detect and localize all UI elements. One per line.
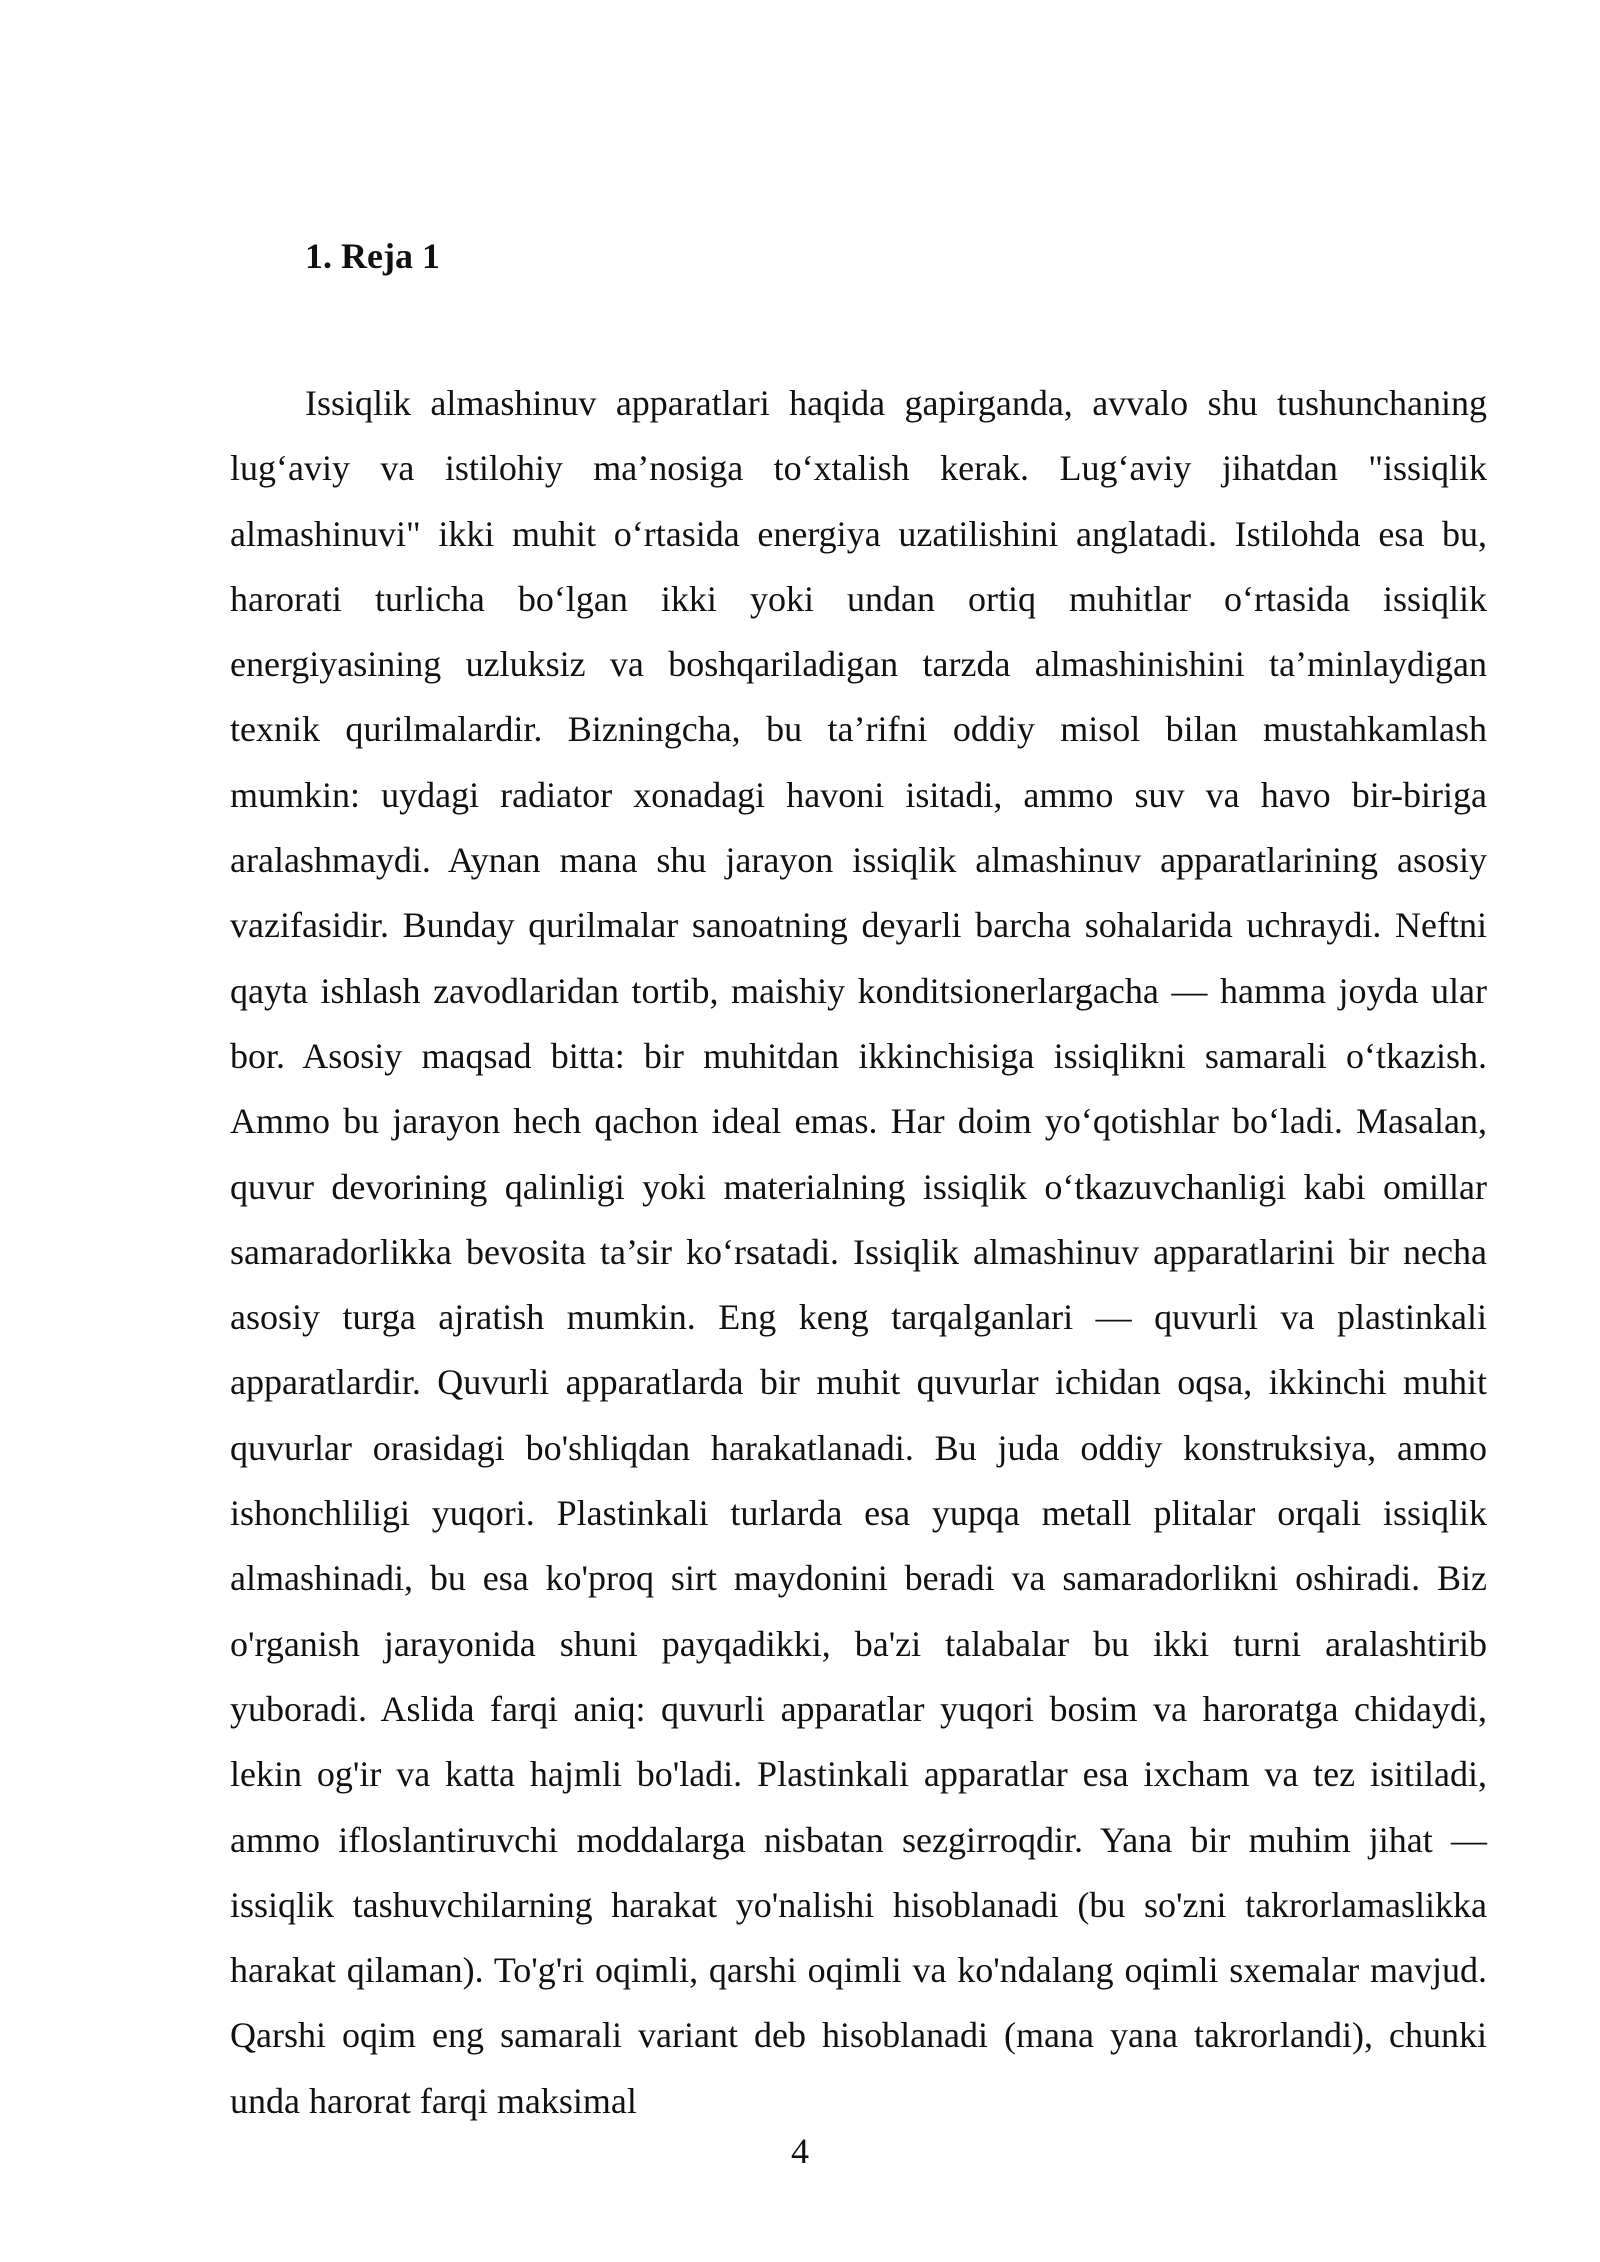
section-heading: 1. Reja 1 xyxy=(305,236,440,276)
body-paragraph: Issiqlik almashinuv apparatlari haqida gapirganda, avvalo shu tushunchaning lug‘aviy va istilohiy ma’nosiga to‘xtalish kerak. Lug‘aviy jihatdan "issiqlik almashinuvi" ikki muhit o‘rtasida energiya uzatilishini anglatadi. Istilohda esa bu, harorati turlicha bo‘lgan ikki yoki undan ortiq muhitlar o‘rtasida issiqlik energiyasining uzluksiz va boshqariladigan tarzda almashinishini ta’minlaydigan texnik qurilmalardir. Bizningcha, bu ta’rifni oddiy misol bilan mustahkamlash mumkin: uydagi radiator xonadagi havoni isitadi, ammo suv va havo bir-biriga aralashmaydi. Aynan mana shu jarayon issiqlik almashinuv apparatlarining asosiy vazifasidir. Bunday qurilmalar sanoatning deyarli barcha sohalarida uchraydi. Neftni qayta ishlash zavodlaridan tortib, maishiy konditsionerlargacha — hamma joyda ular bor. Asosiy maqsad bitta: bir muhitdan ikkinchisiga issiqlikni samarali o‘tkazish. Ammo bu jarayon hech qachon ideal emas. Har doim yo‘qotishlar bo‘ladi. Masalan, quvur devorining qalinligi yoki materialning issiqlik o‘tkazuvchanligi kabi omillar samaradorlikka bevosita ta’sir ko‘rsatadi. Issiqlik almashinuv apparatlarini bir necha asosiy turga ajratish mumkin. Eng keng tarqalganlari — quvurli va plastinkali apparatlardir. Quvurli apparatlarda bir muhit quvurlar ichidan oqsa, ikkinchi muhit quvurlar orasidagi bo'shliqdan harakatlanadi. Bu juda oddiy konstruksiya, ammo ishonchliligi yuqori. Plastinkali turlarda esa yupqa metall plitalar orqali issiqlik almashinadi, bu esa ko'proq sirt maydonini beradi va samaradorlikni oshiradi. Biz o'rganish jarayonida shuni payqadikki, ba'zi talabalar bu ikki turni aralashtirib yuboradi. Aslida farqi aniq: quvurli apparatlar yuqori bosim va haroratga chidaydi, lekin og'ir va katta hajmli bo'ladi. Plastinkali apparatlar esa ixcham va tez isitiladi, ammo ifloslantiruvchi moddalarga nisbatan sezgirroqdir. Yana bir muhim jihat — issiqlik tashuvchilarning harakat yo'nalishi hisoblanadi (bu so'zni takrorlamaslikka harakat qilaman). To'g'ri oqimli, qarshi oqimli va ko'ndalang oqimli sxemalar mavjud. Qarshi oqim eng samarali variant deb hisoblanadi (mana yana takrorlandi), chunki unda harorat farqi maksimal xyxy=(230,383,1487,2121)
page-number: 4 xyxy=(791,2131,809,2171)
